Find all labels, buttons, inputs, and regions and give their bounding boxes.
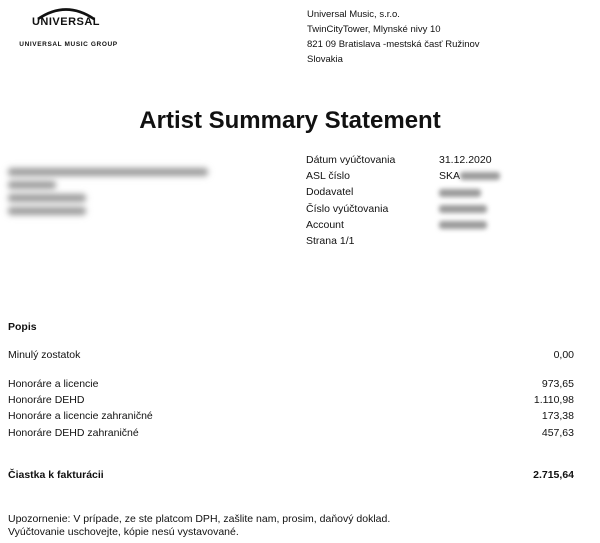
line-label: Minulý zostatok [8,349,81,361]
page-indicator: Strana 1/1 [306,234,355,247]
vat-notice-line-1: Upozornenie: V prípade, ze ste platcom DPH, zašlite nam, prosim, daňový doklad. [8,513,391,525]
universal-music-logo [6,6,126,50]
asl-value-prefix: SKA [439,170,461,183]
company-address [307,7,480,67]
logo-group-name: UNIVERSAL MUSIC GROUP [19,41,118,48]
line-label: Honoráre DEHD zahraničné [8,427,139,439]
line-label: Honoráre a licencie zahraničné [8,410,153,422]
company-city: 821 09 Bratislava -mestská časť Ružinov [307,39,480,50]
line-label: Honoráre a licencie [8,378,99,390]
company-street: TwinCityTower, Mlynské nivy 10 [307,24,441,35]
statement-number-label: Číslo vyúčtovania [306,202,389,215]
statement-title: Artist Summary Statement [139,107,441,134]
asl-label: ASL číslo [306,170,350,183]
invoice-amount-label: Čiastka k fakturácii [8,469,104,481]
logo-wordmark: UNIVERSAL [31,16,101,28]
supplier-label: Dodavatel [306,186,354,199]
company-name: Universal Music, s.r.o. [307,9,400,20]
supplier-value-redacted [439,184,481,200]
line-label: Honoráre DEHD [8,394,85,406]
line-value: 1.110,98 [533,394,574,406]
line-value: 0,00 [553,349,574,361]
date-value: 31.12.2020 [439,154,492,166]
vat-notice [8,513,390,539]
recipient-address-redacted [8,166,208,218]
section-title-popis: Popis [8,321,37,333]
account-value-redacted [439,217,487,233]
line-value: 173,38 [541,410,574,422]
invoice-amount-value: 2.715,64 [533,469,574,481]
vat-notice-line-2: Vyúčtovanie uschovejte, kópie nesú vystavované. [8,526,239,538]
statement-number-redacted [439,201,487,217]
asl-value-redacted [460,172,500,180]
line-value: 457,63 [541,427,574,439]
line-value: 973,65 [541,378,574,390]
date-label: Dátum vyúčtovania [306,154,396,166]
company-country: Slovakia [307,54,343,65]
account-label: Account [306,218,344,231]
asl-value [439,168,500,184]
